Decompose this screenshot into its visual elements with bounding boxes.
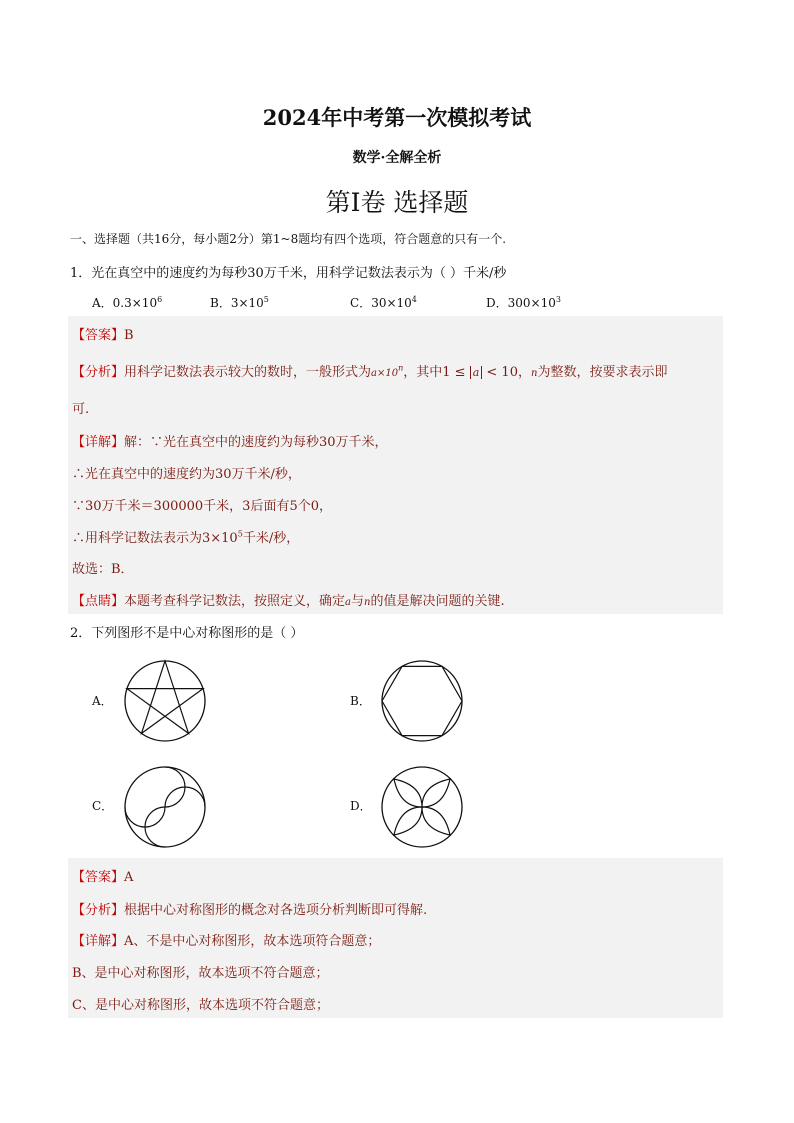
q2-figure-label-c: C． [92,799,114,813]
q2-answer: 【答案】A [72,870,134,885]
q1-answer: 【答案】B [72,328,134,343]
q1-option-a: A．$0.3\times 10^6$ [92,295,163,310]
q1-analysis: 【分析】用科学记数法表示较大的数时，一般形式为$a\times 10^n$，其中1 ≤ a < 10，n为整数，按要求表示即 [72,363,668,380]
four-petal-in-circle-figure [379,764,465,850]
q1-detail-line-4: ∴用科学记数法表示为$3\times 10^5$千米/秒， [72,529,300,546]
q1-detail-line-3: ∵30万千米＝300000千米，3后面有5个0， [72,499,332,514]
q1-detail-line-1: 【详解】解：∵光在真空中的速度约为每秒30万千米， [72,435,388,450]
q1-point: 【点睛】本题考查科学记数法，按照定义，确定a与n的值是解决问题的关键. [72,594,505,609]
hexagon-in-circle-figure [379,658,465,744]
q2-detail-line-2: B、是中心对称图形，故本选项不符合题意； [72,966,329,981]
pinwheel-in-circle-figure [122,764,208,850]
instruction: 一、选择题（共16分，每小题2分）第1~8题均有四个选项，符合题意的只有一个. [70,232,507,246]
q1-option-c: C．$30\times 10^4$ [350,295,417,310]
q2-analysis: 【分析】根据中心对称图形的概念对各选项分析判断即可得解. [72,903,428,918]
q1-detail-line-5: 故选：B． [72,562,134,577]
q2-detail-line-3: C、是中心对称图形，故本选项不符合题意； [72,998,329,1013]
page-title: 2024年中考第一次模拟考试 [262,105,532,130]
q1-analysis-cont: 可. [72,402,90,417]
q1-option-d: D．$300\times 10^3$ [486,295,561,310]
section-heading: 第Ⅰ卷 选择题 [325,188,469,217]
q2-figure-label-a: A． [92,694,113,708]
question-2-stem: 2．下列图形不是中心对称图形的是（ ） [70,626,304,641]
star-in-circle-figure [122,658,208,744]
page-subtitle: 数学·全解全析 [352,150,442,166]
question-1-stem: 1．光在真空中的速度约为每秒30万千米，用科学记数法表示为（ ）千米/秒 [70,266,507,281]
q2-figure-label-d: D． [350,799,372,813]
q2-detail-line-1: 【详解】A、不是中心对称图形，故本选项符合题意； [72,934,381,949]
q1-detail-line-2: ∴光在真空中的速度约为30万千米/秒， [72,467,301,482]
q1-option-b: B．$3\times 10^5$ [210,295,269,310]
q2-figure-label-b: B． [350,694,371,708]
